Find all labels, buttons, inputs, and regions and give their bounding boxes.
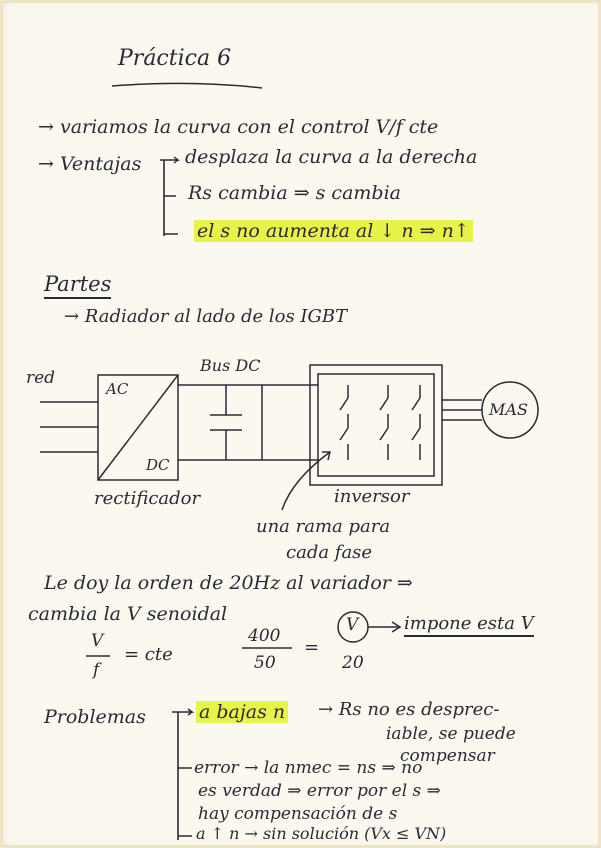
formula-equals: = xyxy=(304,637,320,658)
problema-1-rest: → Rs no es desprec- xyxy=(318,699,500,720)
formula-v: V xyxy=(91,631,104,651)
rama-line-1: una rama para xyxy=(256,516,391,537)
problema-1-line-3: compensar xyxy=(400,746,495,766)
rama-line-2: cada fase xyxy=(286,542,373,563)
formula-f: f xyxy=(93,660,100,680)
partes-note: → Radiador al lado de los IGBT xyxy=(64,306,348,327)
problema-1-line-2: iable, se puede xyxy=(386,724,516,744)
mas-label: MAS xyxy=(489,400,528,419)
ventajas-label: → Ventajas xyxy=(38,153,142,175)
impone-note: impone esta V xyxy=(404,613,534,637)
bus-dc-label: Bus DC xyxy=(200,356,261,375)
problema-2-line-2: es verdad ⇒ error por el s ⇒ xyxy=(198,781,441,801)
problemas-label: Problemas xyxy=(44,706,146,728)
formula-eq-cte: = cte xyxy=(124,644,173,665)
problema-2-line-1: error → la nmec = ns ⇒ no xyxy=(194,758,423,778)
inversor-label: inversor xyxy=(334,486,410,507)
ventaja-item-1: desplaza la curva a la derecha xyxy=(185,146,478,168)
partes-heading: Partes xyxy=(44,272,111,299)
formula-denominator-2: 20 xyxy=(342,653,364,673)
problema-1-highlight: a bajas n xyxy=(196,701,288,723)
red-label: red xyxy=(26,368,56,388)
formula-denominator-1: 50 xyxy=(254,653,276,673)
ventaja-item-3-highlight: el s no aumenta al ↓ n ⇒ n↑ xyxy=(194,220,473,242)
ventaja-item-2: Rs cambia ⇒ s cambia xyxy=(188,182,401,204)
ac-label: AC xyxy=(106,380,129,398)
rectificador-label: rectificador xyxy=(94,488,201,509)
orden-line-1: Le doy la orden de 20Hz al variador ⇒ xyxy=(44,572,413,594)
intro-line: → variamos la curva con el control V/f cte xyxy=(38,116,439,138)
problema-3: a ↑ n → sin solución (Vx ≤ VN) xyxy=(196,824,447,843)
orden-line-2: cambia la V senoidal xyxy=(28,603,228,625)
dc-label: DC xyxy=(146,456,170,474)
page-title: Práctica 6 xyxy=(118,46,232,71)
problema-2-line-3: hay compensación de s xyxy=(198,804,398,824)
formula-v-circled: V xyxy=(346,615,359,635)
formula-numerator: 400 xyxy=(248,626,281,646)
